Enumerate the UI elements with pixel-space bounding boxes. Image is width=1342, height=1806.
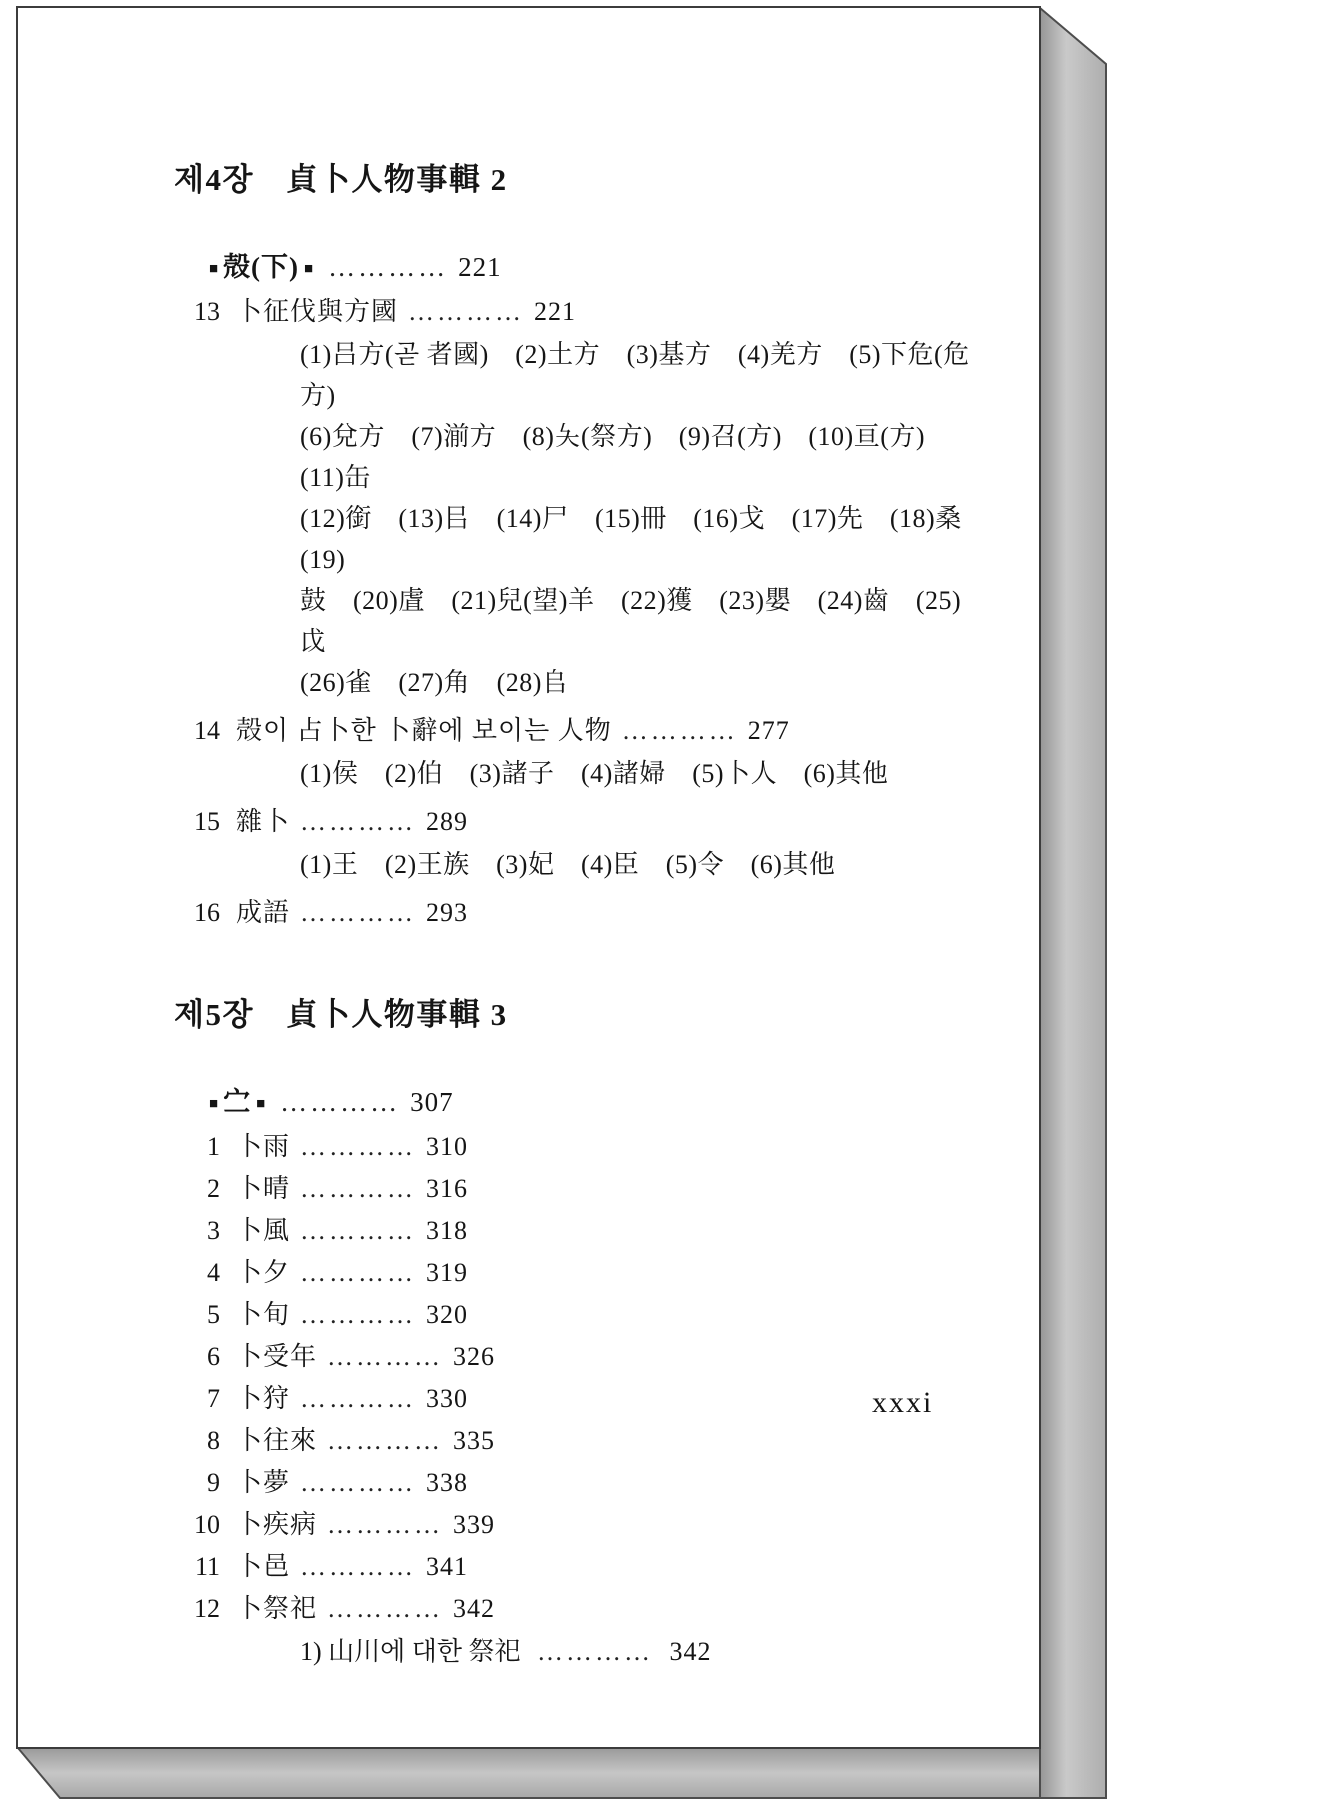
toc-item-number: 3: [207, 1216, 220, 1245]
square-bullet-icon: ■: [209, 261, 219, 277]
toc-subentry-line: (26)雀 (27)角 (28)𠂤: [300, 668, 569, 697]
toc-page-number: 277: [747, 716, 790, 745]
toc-leader-dots: …………: [300, 1258, 417, 1287]
square-bullet-icon: ■: [304, 261, 314, 277]
toc-item-label: 殻이 占卜한 卜辭에 보이는 人物: [236, 716, 612, 745]
toc-page-number: 341: [426, 1552, 469, 1581]
toc-item-label: 卜狩: [236, 1384, 291, 1413]
book-page: [16, 6, 1108, 1800]
toc-item-label: 卜受年: [236, 1342, 318, 1371]
toc-leader-dots: …………: [300, 1468, 417, 1497]
toc-leader-dots: …………: [300, 1174, 417, 1203]
toc-item: [174, 802, 984, 842]
toc-subentry-line: (1)吕方(곧 者國) (2)土方 (3)基方 (4)羌方 (5)下危(危方): [300, 340, 970, 410]
toc-item-number: 11: [194, 1552, 220, 1581]
toc-page-number: 293: [426, 898, 469, 927]
toc-subitem: [300, 1631, 984, 1673]
toc-item-label: 卜祭祀: [236, 1594, 318, 1623]
toc-item-number: 5: [207, 1300, 220, 1329]
toc-item-number: 15: [194, 807, 220, 836]
toc-item-label: 卜夢: [236, 1468, 291, 1497]
toc-leader-dots: …………: [300, 807, 417, 836]
page-stack-right-edge: [1040, 8, 1106, 1798]
toc-subitem-label: 1) 山川에 대한 祭祀: [300, 1637, 521, 1666]
toc-item: [174, 292, 984, 332]
toc-leader-dots: …………: [327, 1510, 444, 1539]
toc-item-label: 卜邑: [236, 1552, 291, 1581]
toc-item-number: 8: [207, 1426, 220, 1455]
toc-leader-dots: …………: [327, 1342, 444, 1371]
toc-leader-dots: …………: [300, 1384, 417, 1413]
chapter-title: 제4장 貞卜人物事輯 2: [174, 162, 508, 197]
toc-page-number: 330: [426, 1384, 469, 1413]
toc-item: [174, 1547, 984, 1587]
toc-item-number: 1: [207, 1132, 220, 1161]
toc-item: [174, 1337, 984, 1377]
toc-page-number: 338: [426, 1468, 469, 1497]
toc-leader-dots: …………: [408, 297, 525, 326]
toc-leader-dots: …………: [300, 1132, 417, 1161]
toc-page-number: 339: [453, 1510, 496, 1539]
toc-leader-dots: …………: [327, 1426, 444, 1455]
toc-page-number: 335: [453, 1426, 496, 1455]
toc-item: [174, 1169, 984, 1209]
diviner-group-heading: [204, 245, 984, 284]
chapter-title: 제5장 貞卜人物事輯 3: [174, 997, 508, 1032]
toc-leader-dots: …………: [300, 1300, 417, 1329]
diviner-name: 㝉: [223, 1087, 252, 1117]
toc-leader-dots: …………: [300, 1552, 417, 1581]
toc-page-number: 319: [426, 1258, 469, 1287]
toc-item: [174, 711, 984, 751]
toc-item-number: 13: [194, 297, 220, 326]
toc-item-label: 卜雨: [236, 1132, 291, 1161]
toc-page-number: 221: [534, 297, 577, 326]
table-of-contents: [16, 6, 1040, 1748]
toc-leader-dots: …………: [300, 1216, 417, 1245]
diviner-name: 殻(下): [223, 252, 300, 282]
chapter-4-section: [174, 154, 989, 933]
toc-subentry-line: 鼓 (20)虘 (21)兒(望)羊 (22)獲 (23)嬰 (24)齒 (25)戉: [300, 586, 962, 656]
toc-page-number: 310: [426, 1132, 469, 1161]
toc-item-number: 14: [194, 716, 220, 745]
toc-page-number: 316: [426, 1174, 469, 1203]
toc-item-number: 6: [207, 1342, 220, 1371]
toc-subentry-list: [300, 753, 984, 794]
toc-subentry-line: (6)兌方 (7)湔方 (8)夨(祭方) (9)召(方) (10)亘(方) (11)缶: [300, 422, 952, 492]
toc-item-label: 卜征伐與方國: [236, 297, 399, 326]
square-bullet-icon: ■: [209, 1096, 219, 1112]
folio-page-number: xxxi: [872, 1386, 934, 1419]
toc-page-number: 320: [426, 1300, 469, 1329]
toc-item-label: 卜疾病: [236, 1510, 318, 1539]
toc-item-number: 7: [207, 1384, 220, 1413]
toc-item-number: 12: [194, 1594, 220, 1623]
toc-page-number: 318: [426, 1216, 469, 1245]
toc-item-number: 2: [207, 1174, 220, 1203]
toc-leader-dots: …………: [621, 716, 738, 745]
toc-item-number: 10: [194, 1510, 220, 1539]
toc-item-label: 卜夕: [236, 1258, 291, 1287]
toc-subentry-list: [300, 334, 989, 703]
toc-page-number: 342: [669, 1637, 712, 1666]
toc-subentry-line: (12)銜 (13)㠯 (14)尸 (15)冊 (16)戈 (17)先 (18)桑 (19): [300, 504, 989, 574]
toc-item: [174, 1505, 984, 1545]
toc-page-number: 289: [426, 807, 469, 836]
toc-page-number: 307: [410, 1087, 454, 1117]
toc-item: [174, 1589, 984, 1629]
toc-item-label: 卜往來: [236, 1426, 318, 1455]
toc-page-number: 342: [453, 1594, 496, 1623]
toc-item: [174, 1379, 984, 1419]
toc-item-number: 4: [207, 1258, 220, 1287]
toc-leader-dots: …………: [327, 1594, 444, 1623]
toc-subentry-list: [300, 844, 984, 885]
toc-item-label: 卜風: [236, 1216, 291, 1245]
diviner-group-heading: [204, 1080, 984, 1119]
toc-item: [174, 1253, 984, 1293]
toc-item: [174, 1421, 984, 1461]
toc-item: [174, 1211, 984, 1251]
toc-leader-dots: …………: [300, 898, 417, 927]
toc-item-label: 卜旬: [236, 1300, 291, 1329]
toc-item-number: 9: [207, 1468, 220, 1497]
toc-item: [174, 1295, 984, 1335]
toc-item: [174, 1127, 984, 1167]
toc-item: [174, 1463, 984, 1503]
toc-subentry-line: (1)王 (2)王族 (3)妃 (4)臣 (5)令 (6)其他: [300, 850, 836, 879]
toc-item-label: 雜卜: [236, 807, 291, 836]
toc-subentry-line: (1)侯 (2)伯 (3)諸子 (4)諸婦 (5)卜人 (6)其他: [300, 759, 889, 788]
toc-leader-dots: …………: [537, 1637, 654, 1666]
toc-page-number: 221: [458, 252, 502, 282]
toc-leader-dots: …………: [328, 252, 449, 282]
page-stack-bottom-edge: [18, 1748, 1040, 1798]
toc-item-label: 成語: [236, 898, 291, 927]
toc-item-number: 16: [194, 898, 220, 927]
toc-item-label: 卜晴: [236, 1174, 291, 1203]
chapter-5-section: [174, 989, 984, 1673]
toc-item: [174, 893, 984, 933]
toc-page-number: 326: [453, 1342, 496, 1371]
square-bullet-icon: ■: [256, 1096, 266, 1112]
toc-leader-dots: …………: [280, 1087, 401, 1117]
